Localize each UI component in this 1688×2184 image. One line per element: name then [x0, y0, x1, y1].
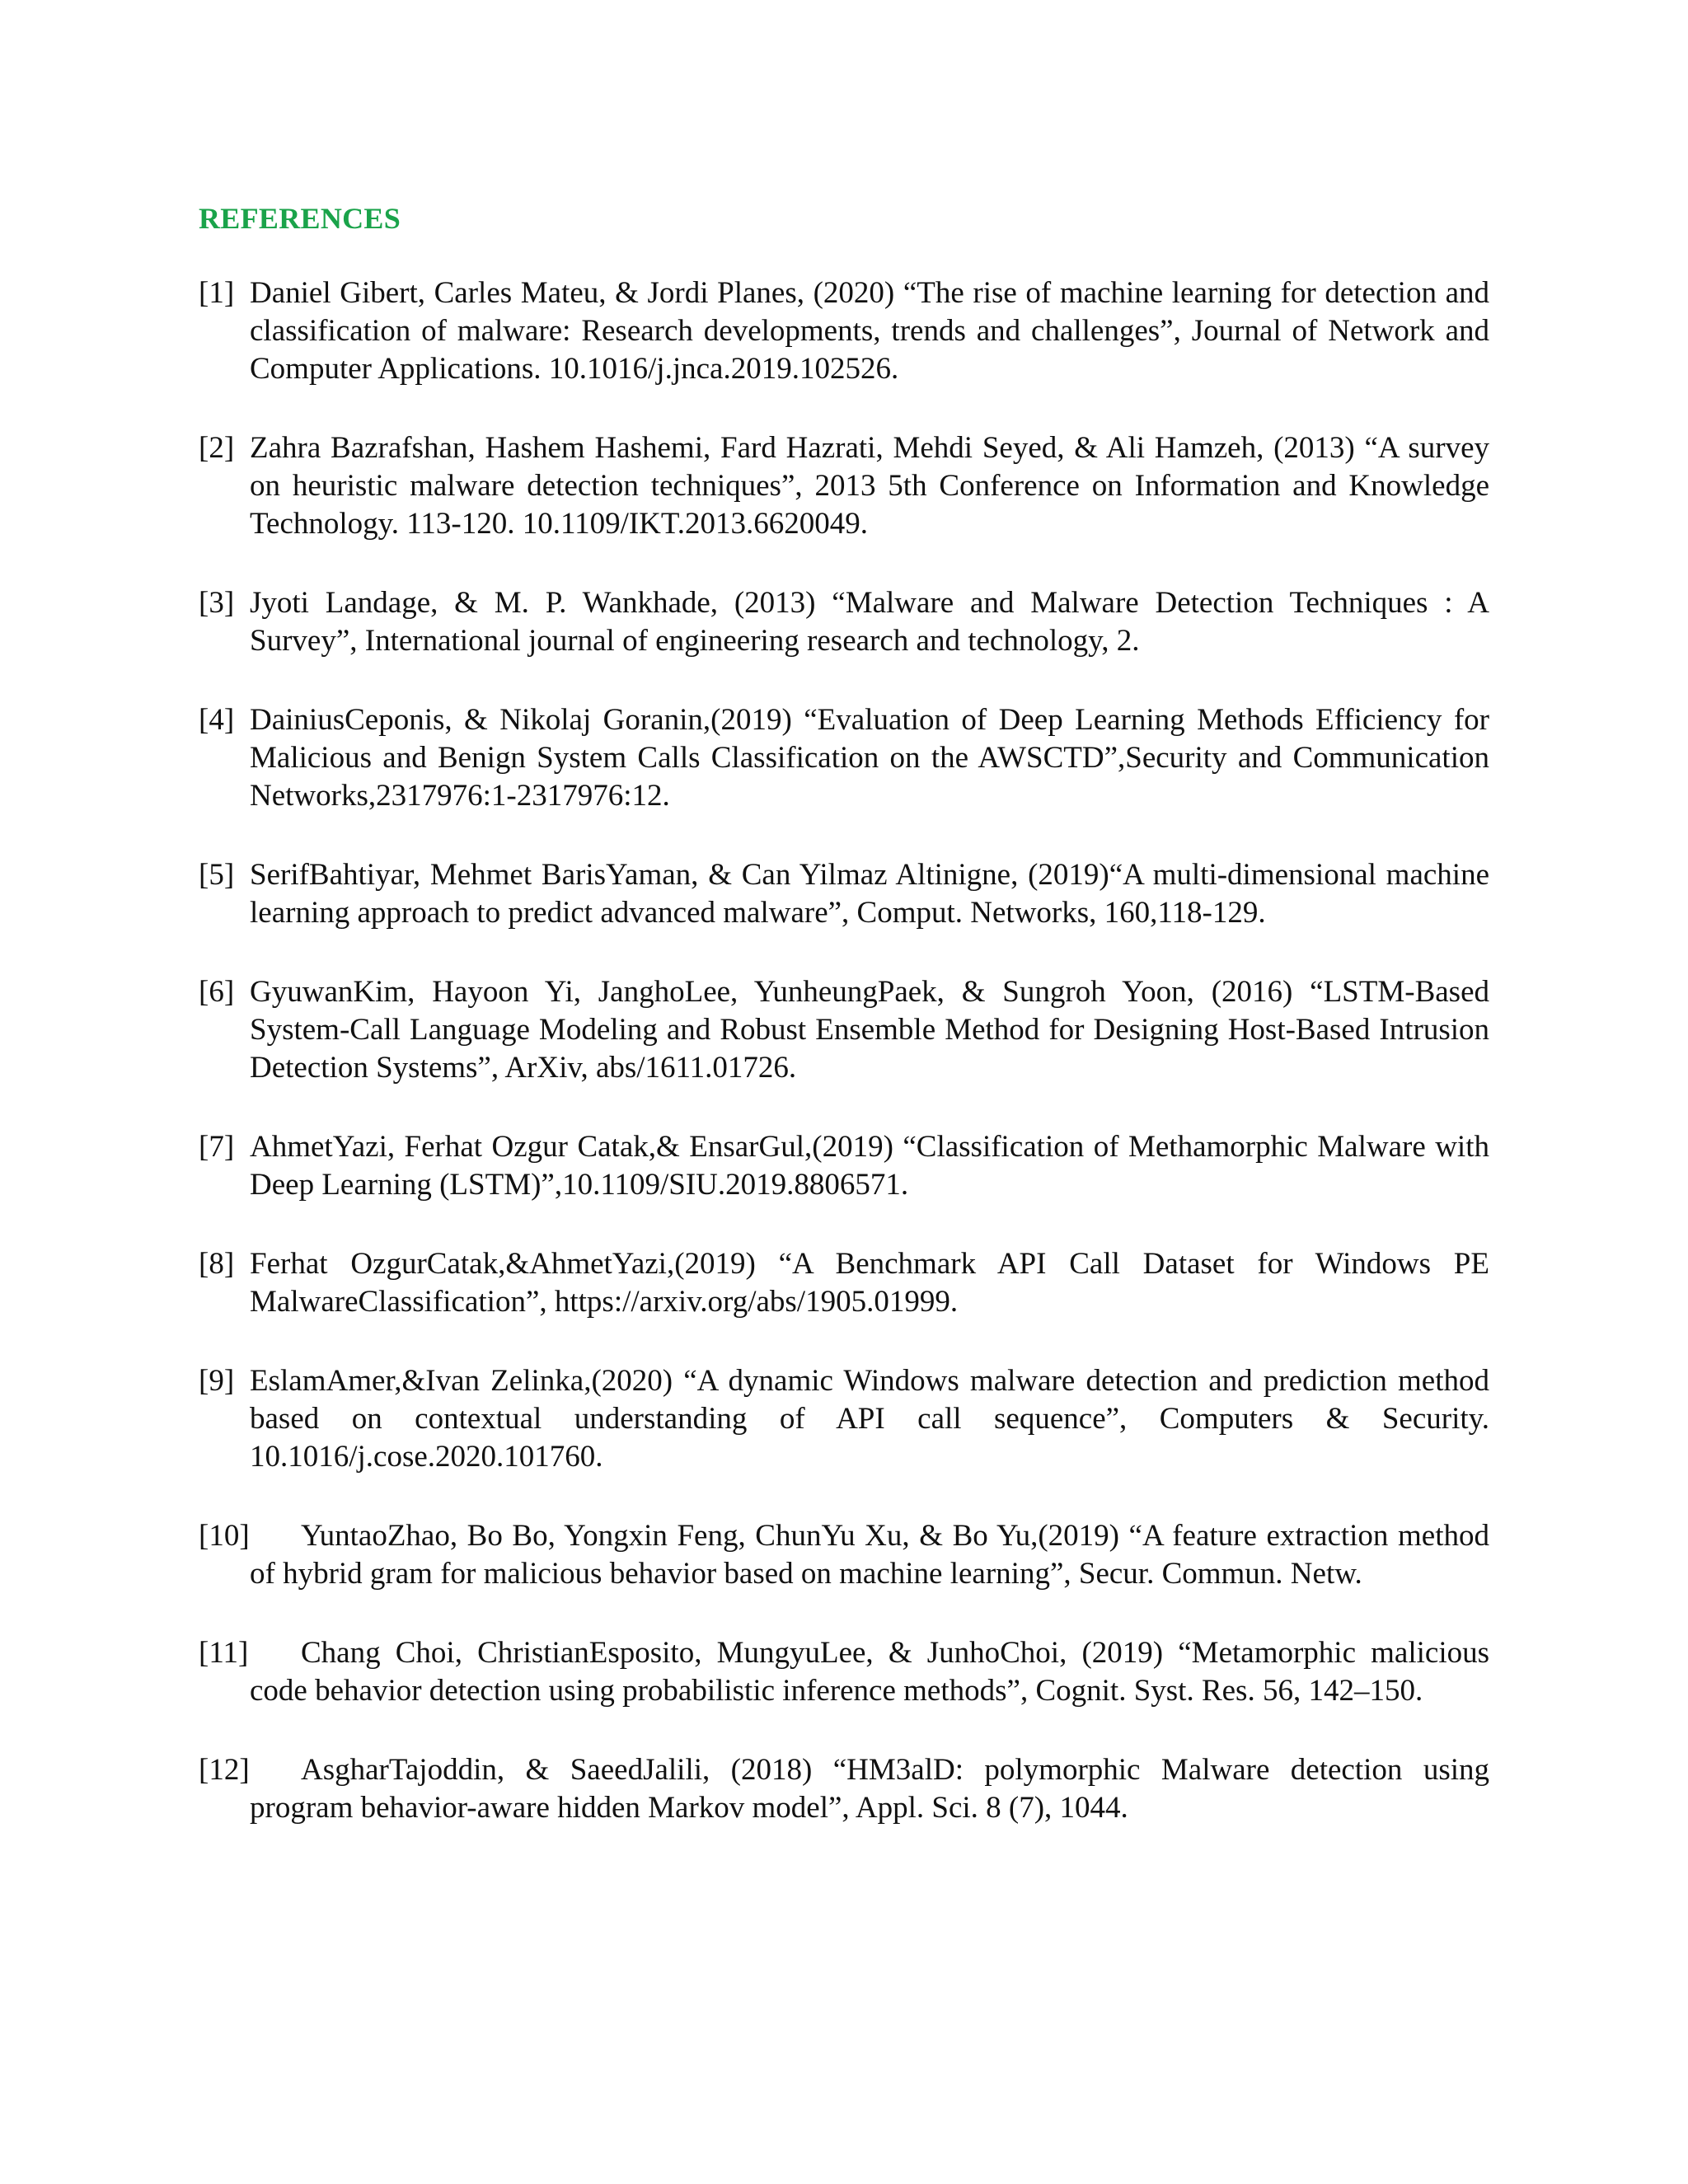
reference-text: DainiusCeponis, & Nikolaj Goranin,(2019) “Evaluation of Deep Learning Methods Efficiency for Malicious and Benign System Calls Classification on the AWSCTD”,Security and Communication Networks,2317976:1-2317976:12.	[250, 703, 1489, 813]
reference-text: Daniel Gibert, Carles Mateu, & Jordi Planes, (2020) “The rise of machine learning for detection and classification of malware: Research developments, trends and challenges”, Journal of Network and Computer Applications. 10.1016/j.jnca.2019.102526.	[250, 276, 1489, 386]
reference-number: [5]	[199, 858, 235, 892]
reference-item	[199, 1245, 1489, 1321]
reference-text: AsgharTajoddin, & SaeedJalili, (2018) “HM3alD: polymorphic Malware detection using program behavior-aware hidden Markov model”, Appl. Sci. 8 (7), 1044.	[250, 1753, 1489, 1825]
reference-item	[199, 1751, 1489, 1827]
reference-item	[199, 1362, 1489, 1476]
reference-item	[199, 584, 1489, 660]
reference-list	[199, 274, 1489, 1868]
reference-number: [8]	[199, 1247, 235, 1281]
reference-number: [4]	[199, 703, 235, 737]
reference-item	[199, 973, 1489, 1087]
reference-item	[199, 701, 1489, 815]
reference-item	[199, 1634, 1489, 1710]
reference-text: AhmetYazi, Ferhat Ozgur Catak,& EnsarGul,(2019) “Classification of Methamorphic Malware with Deep Learning (LSTM)”,10.1109/SIU.2019.8806571.	[250, 1130, 1489, 1202]
reference-number: [9]	[199, 1364, 235, 1398]
reference-item	[199, 856, 1489, 932]
reference-text: SerifBahtiyar, Mehmet BarisYaman, & Can Yilmaz Altinigne, (2019)“A multi-dimensional machine learning approach to predict advanced malware”, Comput. Networks, 160,118-129.	[250, 858, 1489, 930]
reference-item	[199, 429, 1489, 543]
reference-item	[199, 1128, 1489, 1204]
reference-number: [10]	[199, 1519, 250, 1553]
reference-text: Jyoti Landage, & M. P. Wankhade, (2013) “Malware and Malware Detection Techniques : A Survey”, International journal of engineering research and technology, 2.	[250, 586, 1489, 658]
reference-text: EslamAmer,&Ivan Zelinka,(2020) “A dynamic Windows malware detection and prediction method based on contextual understanding of API call sequence”, Computers & Security. 10.1016/j.cose.2020.101760.	[250, 1364, 1489, 1474]
reference-number: [1]	[199, 276, 235, 310]
reference-text: Chang Choi, ChristianEsposito, MungyuLee, & JunhoChoi, (2019) “Metamorphic malicious code behavior detection using probabilistic inference methods”, Cognit. Syst. Res. 56, 142–150.	[250, 1636, 1489, 1708]
reference-number: [6]	[199, 975, 235, 1009]
reference-item	[199, 1517, 1489, 1593]
reference-text: Ferhat OzgurCatak,&AhmetYazi,(2019) “A Benchmark API Call Dataset for Windows PE MalwareClassification”, https://arxiv.org/abs/1905.01999.	[250, 1247, 1489, 1319]
reference-text: YuntaoZhao, Bo Bo, Yongxin Feng, ChunYu Xu, & Bo Yu,(2019) “A feature extraction method of hybrid gram for malicious behavior based on machine learning”, Secur. Commun. Netw.	[250, 1519, 1489, 1591]
reference-number: [2]	[199, 431, 235, 465]
reference-number: [11]	[199, 1636, 249, 1670]
reference-number: [3]	[199, 586, 235, 620]
reference-text: GyuwanKim, Hayoon Yi, JanghoLee, YunheungPaek, & Sungroh Yoon, (2016) “LSTM-Based System-Call Language Modeling and Robust Ensemble Method for Designing Host-Based Intrusion Detection Systems”, ArXiv, abs/1611.01726.	[250, 975, 1489, 1085]
reference-item	[199, 274, 1489, 388]
references-heading: REFERENCES	[199, 202, 401, 235]
reference-number: [12]	[199, 1753, 250, 1787]
reference-number: [7]	[199, 1130, 235, 1164]
reference-text: Zahra Bazrafshan, Hashem Hashemi, Fard Hazrati, Mehdi Seyed, & Ali Hamzeh, (2013) “A survey on heuristic malware detection techniques”, 2013 5th Conference on Information and Knowledge Technology. 113-120. 10.1109/IKT.2013.6620049.	[250, 431, 1489, 541]
